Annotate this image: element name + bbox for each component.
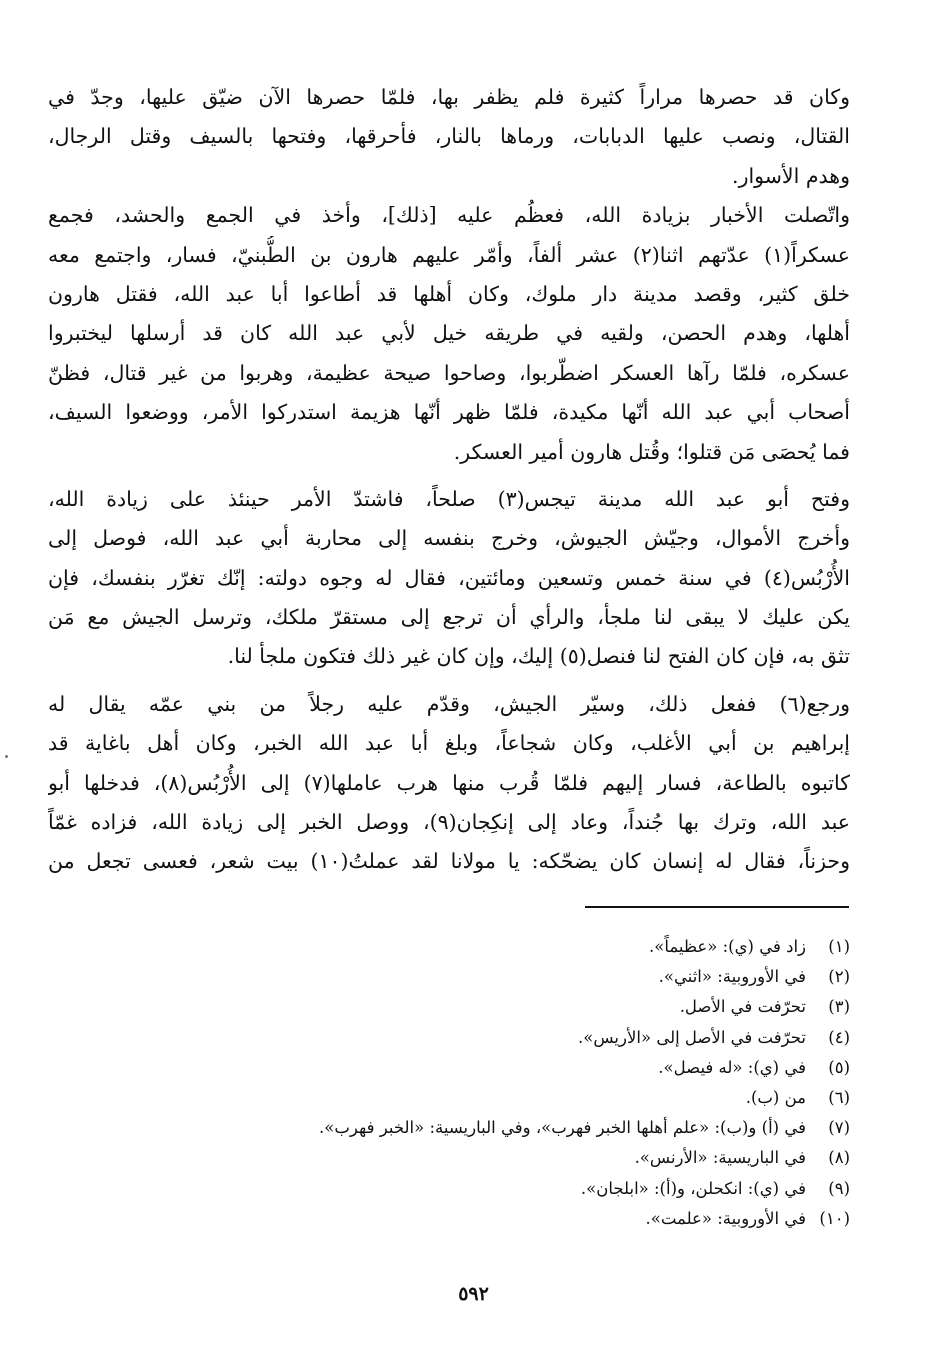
text-line: يكن عليك لا يبقى لنا ملجأ، والرأي أن ترجع إلى مستقرّ ملكك، وترسل الجيش مع مَن xyxy=(48,605,850,630)
footnote-text: تحرّفت في الأصل إلى «الأريس». xyxy=(578,1027,806,1047)
paragraph xyxy=(48,685,850,882)
footnote xyxy=(150,992,850,1022)
text-line: عبد الله، وترك بها جُنداً، وعاد إلى إنكِجان(٩)، ووصل الخبر إلى زيادة الله، فزاده غمّاً xyxy=(48,810,850,835)
footnote-text: في (ي): «له فيصل». xyxy=(658,1057,806,1077)
footnote xyxy=(150,1174,850,1204)
footnote xyxy=(150,1053,850,1083)
text-line: أصحاب أبي عبد الله أنّها مكيدة، فلمّا ظهر أنّها هزيمة استدركوا الأمر، ووضعوا السيف، xyxy=(48,400,850,425)
footnote-number: (٦) xyxy=(828,1087,850,1107)
text-line: وكان قد حصرها مراراً كثيرة فلم يظفر بها، فلمّا حصرها الآن ضيّق عليها، وجدّ في xyxy=(48,85,850,109)
footnote-text: تحرّفت في الأصل. xyxy=(679,997,806,1017)
text-line: كاتبوه بالطاعة، فسار إليهم فلمّا قُرب منها هرب عاملها(٧) إلى الأُرْبُس(٨)، فدخلها أبو xyxy=(48,770,850,795)
footnote xyxy=(150,1083,850,1113)
footnote-text: زاد في (ي): «عظيماً». xyxy=(649,937,806,956)
footnote-text: في الأوروبية: «اثني». xyxy=(658,967,806,987)
paragraph xyxy=(48,480,850,677)
text-line: القتال، ونصب عليها الدبابات، ورماها بالنار، فأحرقها، وفتحها بالسيف وقتل الرجال، xyxy=(48,124,850,149)
footnote-number: (٩) xyxy=(828,1178,850,1198)
text-line: الأُرْبُس(٤) في سنة خمس وتسعين ومائتين، فقال له وجوه دولته: إنّك تغرّر بنفسك، فإن xyxy=(48,565,850,590)
paragraph xyxy=(48,78,850,196)
footnote xyxy=(150,962,850,992)
text-line: وفتح أبو عبد الله مدينة تيجس(٣) صلحاً، فاشتدّ الأمر حينئذ على زيادة الله، xyxy=(48,486,850,511)
footnote-number: (١٠) xyxy=(819,1208,850,1228)
text-line: وأخرج الأموال، وجيّش الجيوش، وخرج بنفسه إلى محاربة أبي عبد الله، فوصل إلى xyxy=(48,526,850,551)
paragraph xyxy=(48,196,850,472)
footnote xyxy=(150,1204,850,1234)
text-line: عسكره، فلمّا رآها العسكر اضطّربوا، وصاحوا صيحة عظيمة، وهربوا من غير قتال، فظنّ xyxy=(48,360,850,385)
footnote-number: (١) xyxy=(828,937,850,956)
text-line: أهلها، وهدم الحصن، ولقيه في طريقه خيل لأبي عبد الله كان قد أرسلها ليختبروا xyxy=(48,321,850,346)
footnote xyxy=(150,1113,850,1143)
text-line: عسكراً(١) عدّتهم اثنا(٢) عشر ألفاً، وأمّر عليهم هارون بن الطُّبنيّ، فسار، واجتمع معه xyxy=(48,242,850,267)
text-line: تثق به، فإن كان الفتح لنا فنصل(٥) إليك، وإن كان غير ذلك فتكون ملجأ لنا. xyxy=(227,644,850,669)
footnote-text: في الأوروبية: «علمت». xyxy=(645,1208,806,1228)
footnote-text: من (ب). xyxy=(745,1087,806,1107)
footnote xyxy=(150,932,850,962)
text-line: وهدم الأسوار. xyxy=(732,163,850,188)
page-number: ٥٩٢ xyxy=(458,1283,489,1305)
footnote xyxy=(150,1143,850,1173)
footnote-number: (٣) xyxy=(828,997,850,1017)
text-line: واتّصلت الأخبار بزيادة الله، فعظُم عليه [ذلك]، وأخذ في الجمع والحشد، فجمع xyxy=(48,203,850,228)
footnotes xyxy=(150,932,850,1234)
footnote-text: في الباريسية: «الأرنس». xyxy=(634,1148,806,1168)
footnote-number: (٧) xyxy=(828,1118,850,1138)
text-line: إبراهيم بن أبي الأغلب، وكان شجاعاً، وبلغ أبا عبد الله الخبر، وكان أهل باغاية قد xyxy=(48,731,850,756)
footnote-number: (٥) xyxy=(828,1057,850,1077)
footnote-number: (٨) xyxy=(828,1148,850,1168)
footnote-number: (٤) xyxy=(828,1027,850,1047)
footnote-separator xyxy=(585,906,849,908)
text-line: وحزناً، فقال له إنسان كان يضحّكه: يا مولانا لقد عملتُ(١٠) بيت شعر، فعسى تجعل من xyxy=(48,849,850,874)
text-line: ورجع(٦) ففعل ذلك، وسيّر الجيش، وقدّم عليه رجلاً من بني عمّه يقال له xyxy=(48,691,850,716)
scan-speck xyxy=(5,755,8,758)
text-line: خلق كثير، وقصد مدينة دار ملوك، وكان أهلها قد أطاعوا أبا عبد الله، فقتل هارون xyxy=(48,281,850,306)
text-line: فما يُحصَى مَن قتلوا؛ وقُتل هارون أمير العسكر. xyxy=(453,439,850,464)
footnote-text: في (ي): انكحلن، و(أ): «ابلجان». xyxy=(580,1178,806,1198)
main-text xyxy=(48,78,850,882)
footnote xyxy=(150,1023,850,1053)
footnote-text: في (أ) و(ب): «علم أهلها الخبر فهرب»، وفي الباريسية: «الخبر فهرب». xyxy=(319,1118,806,1138)
footnote-number: (٢) xyxy=(828,967,850,987)
